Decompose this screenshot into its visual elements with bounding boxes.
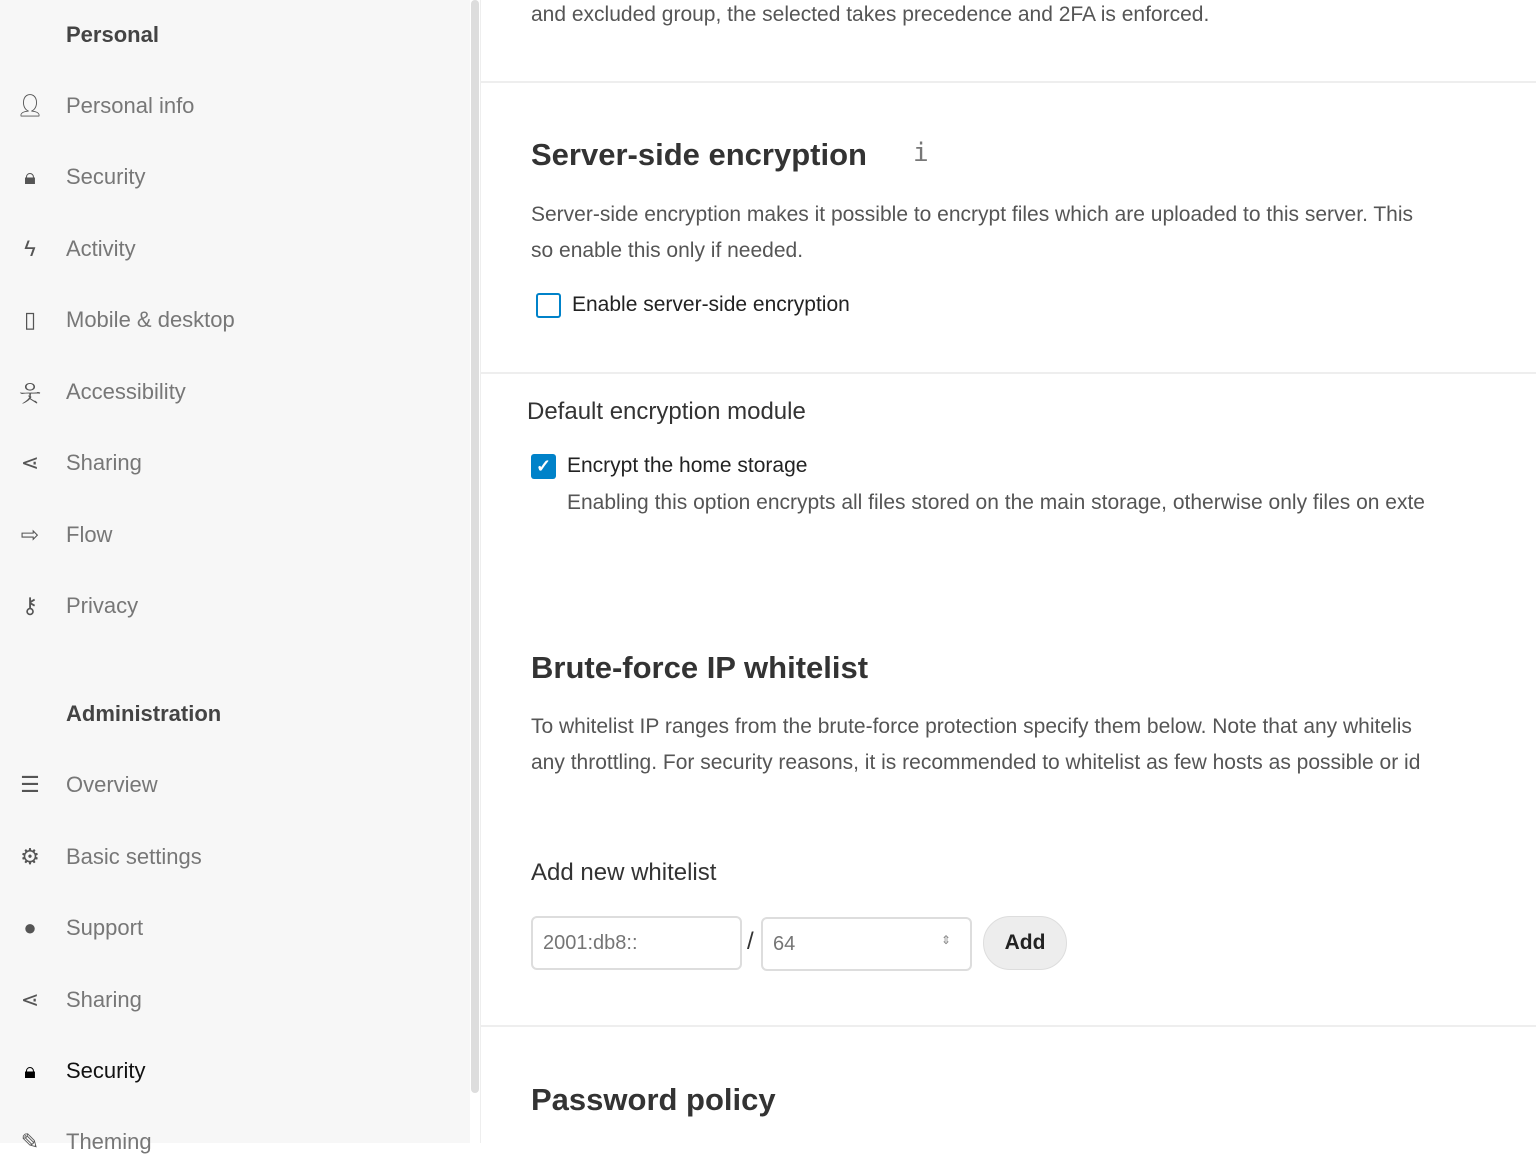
accessibility-icon: 웃: [19, 380, 41, 406]
bruteforce-desc-line2: any throttling. For security reasons, it is recommended to whitelist as few hosts as possible or id: [531, 751, 1421, 774]
sidebar-scrollbar[interactable]: [471, 0, 479, 1093]
bruteforce-title: Brute-force IP whitelist: [531, 650, 869, 685]
sidebar-item-activity[interactable]: ϟ Activity: [0, 219, 460, 279]
brush-icon: ✎: [20, 1129, 40, 1154]
twofa-text: and excluded group, the selected takes precedence and 2FA is enforced.: [531, 3, 1210, 26]
sidebar: [0, 0, 470, 1154]
key-icon: ⚷: [21, 593, 39, 618]
gear-icon: ⚙: [20, 844, 40, 869]
bruteforce-desc-line1: To whitelist IP ranges from the brute-force protection specify them below. Note that any whitelis: [531, 715, 1412, 738]
sidebar-item-theming[interactable]: ✎ Theming: [0, 1112, 460, 1172]
sidebar-item-accessibility[interactable]: 웃 Accessibility: [0, 362, 460, 422]
add-whitelist-title: Add new whitelist: [531, 859, 717, 886]
slash-separator: /: [747, 928, 754, 955]
lock-icon: 🔒︎: [24, 1058, 36, 1083]
sidebar-item-basic-settings[interactable]: ⚙ Basic settings: [0, 827, 460, 887]
chat-icon: ●: [23, 915, 37, 940]
sse-desc-line2: so enable this only if needed.: [531, 239, 804, 262]
lightning-icon: ϟ: [24, 236, 36, 261]
check-icon: ✓: [535, 456, 552, 476]
enable-sse-checkbox[interactable]: [536, 293, 561, 318]
lock-icon: 🔒︎: [24, 164, 36, 189]
password-policy-title: Password policy: [531, 1082, 776, 1117]
main-content: [480, 0, 1536, 1143]
info-icon[interactable]: i: [913, 138, 929, 168]
user-icon: 👤︎: [16, 93, 44, 118]
sidebar-item-admin-security[interactable]: 🔒︎ Security: [0, 1041, 460, 1101]
sidebar-item-privacy[interactable]: ⚷ Privacy: [0, 576, 460, 636]
share-icon: ⋖: [20, 987, 40, 1012]
personal-heading: Personal: [66, 22, 159, 47]
sidebar-item-admin-sharing[interactable]: ⋖ Sharing: [0, 970, 460, 1030]
sidebar-item-mobile-desktop[interactable]: ▯ Mobile & desktop: [0, 290, 460, 350]
module-title: Default encryption module: [527, 398, 806, 425]
phone-icon: ▯: [23, 307, 37, 332]
sse-title: Server-side encryption: [531, 137, 867, 172]
stepper-icon[interactable]: ⇕: [941, 933, 952, 947]
share-icon: ⋖: [20, 450, 40, 475]
encrypt-home-checkbox[interactable]: [531, 454, 556, 479]
sidebar-item-personal-info[interactable]: 👤︎ Personal info: [0, 76, 460, 136]
sidebar-item-flow[interactable]: ⇨ Flow: [0, 505, 460, 565]
administration-heading: Administration: [66, 701, 222, 726]
sidebar-item-support[interactable]: ● Support: [0, 898, 460, 958]
encrypt-home-desc: Enabling this option encrypts all files stored on the main storage, otherwise only files on exte: [567, 491, 1425, 514]
sidebar-item-security[interactable]: 🔒︎ Security: [0, 147, 460, 207]
divider: [481, 81, 1536, 83]
sidebar-item-overview[interactable]: ☰ Overview: [0, 755, 460, 815]
divider: [481, 372, 1536, 374]
list-icon: ☰: [20, 772, 40, 797]
add-button[interactable]: Add: [983, 916, 1067, 970]
sse-desc-line1: Server-side encryption makes it possible to encrypt files which are uploaded to this server. This: [531, 203, 1414, 226]
sidebar-item-sharing[interactable]: ⋖ Sharing: [0, 433, 460, 493]
encrypt-home-label[interactable]: Encrypt the home storage: [567, 454, 808, 477]
flow-icon: ⇨: [20, 522, 40, 547]
ip-input[interactable]: [531, 916, 742, 970]
enable-sse-label[interactable]: Enable server-side encryption: [572, 293, 850, 316]
divider: [481, 1025, 1536, 1027]
